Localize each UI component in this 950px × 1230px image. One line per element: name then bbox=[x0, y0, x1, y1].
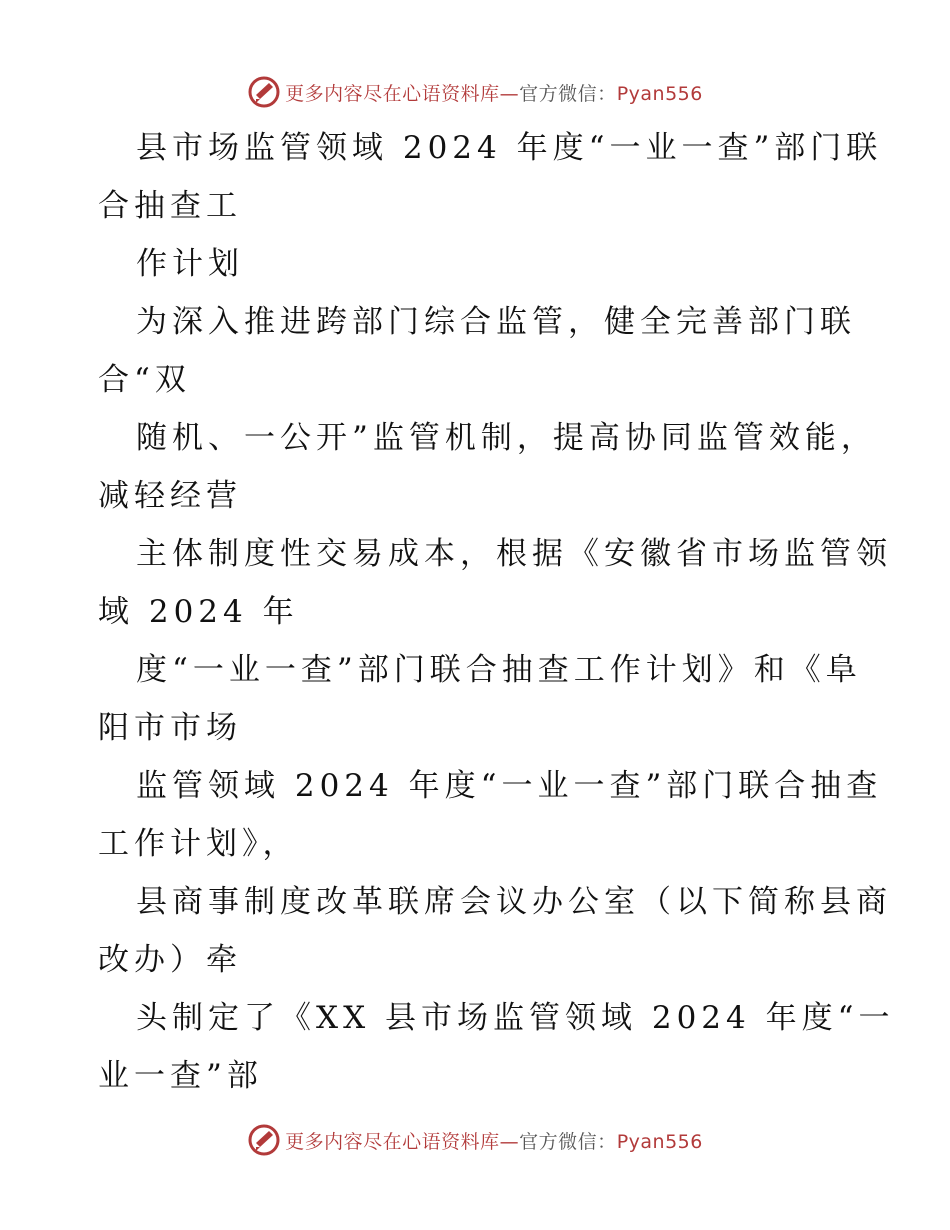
text-line: 作计划 bbox=[136, 246, 244, 282]
text-line: 业一查”部 bbox=[98, 1058, 263, 1094]
banner-text bbox=[285, 1127, 703, 1154]
banner-text bbox=[285, 79, 703, 106]
text-line: 域 2024 年 bbox=[98, 594, 299, 630]
text-line: 度“一业一查”部门联合抽查工作计划》和《阜 bbox=[136, 652, 862, 688]
banner-main-text: 更多内容尽在心语资料库 bbox=[285, 82, 500, 105]
banner-wechat-id: Pyan556 bbox=[616, 82, 703, 105]
text-line: 减轻经营 bbox=[98, 478, 242, 514]
header-banner bbox=[0, 72, 950, 112]
footer-banner bbox=[0, 1120, 950, 1160]
text-line: 合抽查工 bbox=[98, 188, 242, 224]
text-line: 县商事制度改革联席会议办公室（以下简称县商 bbox=[136, 884, 892, 920]
logo-icon bbox=[247, 1123, 281, 1157]
banner-main-text: 更多内容尽在心语资料库 bbox=[285, 1130, 500, 1153]
text-line: 随机、一公开”监管机制，提高协同监管效能， bbox=[136, 420, 877, 456]
logo-icon bbox=[247, 75, 281, 109]
text-line: 为深入推进跨部门综合监管，健全完善部门联 bbox=[136, 304, 856, 340]
text-line: 监管领域 2024 年度“一业一查”部门联合抽查 bbox=[136, 768, 883, 804]
text-line: 合“双 bbox=[98, 362, 191, 398]
text-line: 县市场监管领域 2024 年度“一业一查”部门联 bbox=[136, 130, 883, 166]
banner-dash: — bbox=[499, 82, 520, 105]
banner-wechat-label: 官方微信： bbox=[519, 82, 617, 105]
banner-wechat-label: 官方微信： bbox=[519, 1130, 617, 1153]
banner-dash: — bbox=[499, 1130, 520, 1153]
banner-wechat-id: Pyan556 bbox=[616, 1130, 703, 1153]
text-line: 改办）牵 bbox=[98, 942, 242, 978]
text-line: 阳市市场 bbox=[98, 710, 242, 746]
text-line: 主体制度性交易成本，根据《安徽省市场监管领 bbox=[136, 536, 892, 572]
text-line: 头制定了《XX 县市场监管领域 2024 年度“一 bbox=[136, 1000, 895, 1036]
text-line: 工作计划》， bbox=[98, 826, 299, 862]
